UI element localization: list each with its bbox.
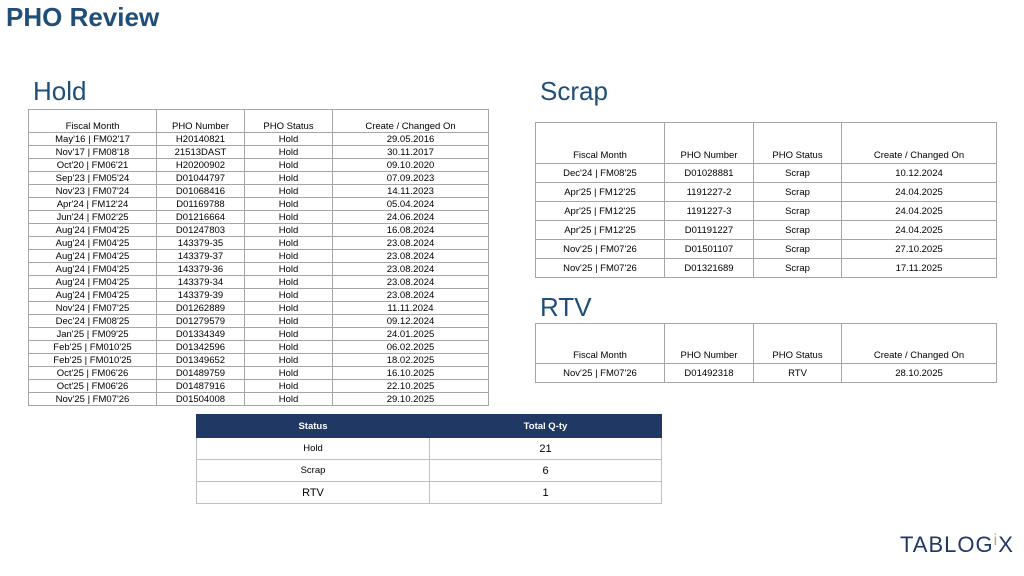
table-row [29, 315, 489, 328]
table-cell: Hold [245, 172, 333, 185]
scrap-header-cell: Fiscal Month [536, 123, 665, 164]
table-row [29, 133, 489, 146]
table-cell: 23.08.2024 [333, 263, 489, 276]
table-cell: Nov'17 | FM08'18 [29, 146, 157, 159]
table-cell: 22.10.2025 [333, 380, 489, 393]
rtv-header-row [536, 324, 997, 364]
table-cell: Hold [245, 211, 333, 224]
table-cell: Aug'24 | FM04'25 [29, 276, 157, 289]
summary-table [196, 414, 662, 504]
table-row [197, 438, 662, 460]
table-cell: D01492318 [665, 364, 754, 383]
table-cell: Hold [245, 159, 333, 172]
table-cell: Apr'25 | FM12'25 [536, 221, 665, 240]
table-cell: 24.06.2024 [333, 211, 489, 224]
table-cell: 143379-34 [157, 276, 245, 289]
table-row [29, 380, 489, 393]
table-cell: Hold [197, 438, 430, 460]
table-row [536, 183, 997, 202]
table-cell: 11.11.2024 [333, 302, 489, 315]
table-cell: Nov'25 | FM07'26 [29, 393, 157, 406]
scrap-section-title: Scrap [540, 76, 608, 106]
table-cell: D01501107 [665, 240, 754, 259]
scrap-header-cell: PHO Number [665, 123, 754, 164]
table-row [29, 302, 489, 315]
summary-header-cell: Status [197, 415, 430, 438]
table-cell: D01342596 [157, 341, 245, 354]
table-cell: 143379-39 [157, 289, 245, 302]
table-row [29, 289, 489, 302]
hold-header-cell: PHO Number [157, 110, 245, 133]
table-cell: Hold [245, 198, 333, 211]
table-cell: 29.10.2025 [333, 393, 489, 406]
hold-header-cell: Create / Changed On [333, 110, 489, 133]
scrap-body [536, 164, 997, 278]
table-cell: Scrap [197, 460, 430, 482]
table-cell: 07.09.2023 [333, 172, 489, 185]
scrap-header-cell: Create / Changed On [842, 123, 997, 164]
table-cell: 24.04.2025 [842, 183, 997, 202]
table-cell: 18.02.2025 [333, 354, 489, 367]
table-cell: D01334349 [157, 328, 245, 341]
table-row [536, 240, 997, 259]
table-cell: 23.08.2024 [333, 250, 489, 263]
table-row [29, 276, 489, 289]
table-cell: 28.10.2025 [842, 364, 997, 383]
table-cell: Hold [245, 354, 333, 367]
table-row [197, 460, 662, 482]
table-cell: D01169788 [157, 198, 245, 211]
table-cell: Hold [245, 380, 333, 393]
table-cell: 10.12.2024 [842, 164, 997, 183]
table-cell: 14.11.2023 [333, 185, 489, 198]
table-cell: Oct'25 | FM06'26 [29, 380, 157, 393]
table-cell: D01191227 [665, 221, 754, 240]
table-cell: 09.10.2020 [333, 159, 489, 172]
table-cell: Aug'24 | FM04'25 [29, 237, 157, 250]
table-cell: Hold [245, 302, 333, 315]
table-row [536, 202, 997, 221]
table-row [536, 164, 997, 183]
table-cell: Hold [245, 250, 333, 263]
table-cell: D01321689 [665, 259, 754, 278]
table-cell: Nov'25 | FM07'26 [536, 240, 665, 259]
table-cell: 27.10.2025 [842, 240, 997, 259]
table-cell: Oct'25 | FM06'26 [29, 367, 157, 380]
table-cell: Aug'24 | FM04'25 [29, 289, 157, 302]
table-cell: 23.08.2024 [333, 276, 489, 289]
table-cell: Nov'23 | FM07'24 [29, 185, 157, 198]
table-cell: H20200902 [157, 159, 245, 172]
table-row [29, 393, 489, 406]
table-cell: 143379-36 [157, 263, 245, 276]
table-row [197, 482, 662, 504]
table-cell: Aug'24 | FM04'25 [29, 263, 157, 276]
table-row [29, 328, 489, 341]
table-cell: 23.08.2024 [333, 237, 489, 250]
table-cell: Aug'24 | FM04'25 [29, 250, 157, 263]
table-cell: RTV [197, 482, 430, 504]
table-cell: D01262889 [157, 302, 245, 315]
table-cell: 24.04.2025 [842, 221, 997, 240]
table-cell: Scrap [754, 164, 842, 183]
table-cell: 143379-37 [157, 250, 245, 263]
table-cell: Hold [245, 289, 333, 302]
table-cell: 21513DAST [157, 146, 245, 159]
table-cell: D01504008 [157, 393, 245, 406]
table-cell: 1 [430, 482, 662, 504]
table-cell: D01044797 [157, 172, 245, 185]
rtv-header-cell: PHO Number [665, 324, 754, 364]
table-cell: Feb'25 | FM010'25 [29, 341, 157, 354]
table-cell: Scrap [754, 259, 842, 278]
table-row [29, 198, 489, 211]
summary-header-cell: Total Q-ty [430, 415, 662, 438]
hold-header-cell: Fiscal Month [29, 110, 157, 133]
page-title: PHO Review [6, 2, 160, 32]
table-row [29, 341, 489, 354]
table-cell: Hold [245, 341, 333, 354]
table-row [29, 354, 489, 367]
summary-body [197, 438, 662, 504]
table-cell: RTV [754, 364, 842, 383]
table-cell: 06.02.2025 [333, 341, 489, 354]
table-cell: Hold [245, 133, 333, 146]
table-row [536, 364, 997, 383]
table-cell: 30.11.2017 [333, 146, 489, 159]
table-cell: Scrap [754, 183, 842, 202]
table-cell: Apr'24 | FM12'24 [29, 198, 157, 211]
table-cell: Jun'24 | FM02'25 [29, 211, 157, 224]
scrap-table [535, 122, 997, 278]
summary-header-row [197, 415, 662, 438]
table-cell: Jan'25 | FM09'25 [29, 328, 157, 341]
rtv-header-cell: Fiscal Month [536, 324, 665, 364]
table-cell: Sep'23 | FM05'24 [29, 172, 157, 185]
table-cell: H20140821 [157, 133, 245, 146]
table-row [29, 237, 489, 250]
table-cell: 17.11.2025 [842, 259, 997, 278]
table-row [536, 221, 997, 240]
table-cell: 16.10.2025 [333, 367, 489, 380]
table-cell: 23.08.2024 [333, 289, 489, 302]
table-row [29, 250, 489, 263]
table-cell: D01216664 [157, 211, 245, 224]
table-cell: 21 [430, 438, 662, 460]
table-cell: Scrap [754, 240, 842, 259]
rtv-section-title: RTV [540, 292, 592, 322]
table-row [29, 367, 489, 380]
table-cell: Hold [245, 393, 333, 406]
hold-header-cell: PHO Status [245, 110, 333, 133]
rtv-table [535, 323, 997, 383]
table-row [536, 259, 997, 278]
table-cell: Hold [245, 237, 333, 250]
table-cell: Hold [245, 146, 333, 159]
table-cell: D01068416 [157, 185, 245, 198]
table-row [29, 185, 489, 198]
table-cell: 24.01.2025 [333, 328, 489, 341]
table-row [29, 224, 489, 237]
table-cell: 1191227-3 [665, 202, 754, 221]
table-cell: 24.04.2025 [842, 202, 997, 221]
table-cell: Nov'25 | FM07'26 [536, 364, 665, 383]
table-cell: Apr'25 | FM12'25 [536, 183, 665, 202]
table-cell: 1191227-2 [665, 183, 754, 202]
table-cell: 16.08.2024 [333, 224, 489, 237]
table-cell: D01247803 [157, 224, 245, 237]
table-cell: 09.12.2024 [333, 315, 489, 328]
hold-section-title: Hold [33, 76, 87, 106]
rtv-body [536, 364, 997, 383]
table-cell: Scrap [754, 202, 842, 221]
table-cell: Scrap [754, 221, 842, 240]
table-cell: 6 [430, 460, 662, 482]
table-row [29, 159, 489, 172]
table-cell: May'16 | FM02'17 [29, 133, 157, 146]
table-cell: Hold [245, 185, 333, 198]
scrap-header-row [536, 123, 997, 164]
table-cell: Hold [245, 315, 333, 328]
table-cell: 05.04.2024 [333, 198, 489, 211]
table-row [29, 172, 489, 185]
table-cell: D01279579 [157, 315, 245, 328]
table-cell: Hold [245, 328, 333, 341]
table-cell: Hold [245, 224, 333, 237]
table-cell: Nov'24 | FM07'25 [29, 302, 157, 315]
table-cell: Hold [245, 367, 333, 380]
table-cell: 29.05.2016 [333, 133, 489, 146]
table-cell: Oct'20 | FM06'21 [29, 159, 157, 172]
rtv-header-cell: PHO Status [754, 324, 842, 364]
table-cell: Dec'24 | FM08'25 [29, 315, 157, 328]
table-cell: Feb'25 | FM010'25 [29, 354, 157, 367]
hold-header-row [29, 110, 489, 133]
table-cell: Nov'25 | FM07'26 [536, 259, 665, 278]
table-row [29, 211, 489, 224]
table-cell: Dec'24 | FM08'25 [536, 164, 665, 183]
table-cell: Hold [245, 276, 333, 289]
rtv-header-cell: Create / Changed On [842, 324, 997, 364]
table-cell: D01489759 [157, 367, 245, 380]
table-cell: D01349652 [157, 354, 245, 367]
table-cell: Aug'24 | FM04'25 [29, 224, 157, 237]
table-cell: Apr'25 | FM12'25 [536, 202, 665, 221]
tablogix-logo: TABLOG$^i$X [900, 532, 1014, 557]
hold-table [28, 109, 489, 406]
table-row [29, 146, 489, 159]
table-cell: 143379-35 [157, 237, 245, 250]
hold-body [29, 133, 489, 406]
table-cell: D01487916 [157, 380, 245, 393]
scrap-header-cell: PHO Status [754, 123, 842, 164]
table-row [29, 263, 489, 276]
table-cell: Hold [245, 263, 333, 276]
table-cell: D01028881 [665, 164, 754, 183]
